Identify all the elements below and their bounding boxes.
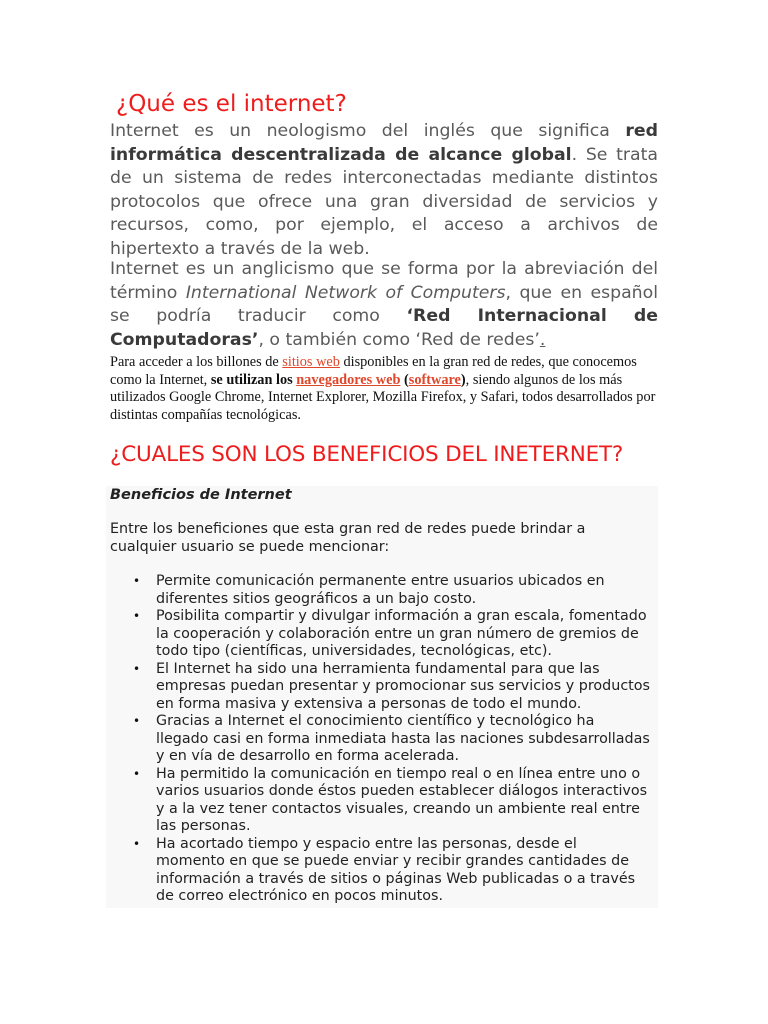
browsers-text-1: Para acceder a los billones de [110, 354, 283, 370]
list-item [106, 661, 658, 714]
browsers-bold-3: ) [460, 371, 466, 388]
anglicism-text-middle: , que en español se podría traducir como [110, 282, 658, 326]
definition-text-end: . Se trata de un sistema de redes interconectadas mediante distintos protocolos que ofrece una gran diversidad de servicios y recursos, como, por ejemplo, el acceso a archivos de hipertexto a través de la web. [110, 144, 658, 259]
browsers-bold-1: se utilizan los [210, 371, 297, 388]
list-item-text: Posibilita compartir y divulgar información a gran escala, fomentado la cooperación y colaboración entre un gran número de gremios de todo tipo (científicas, universidades, tecnológicas, etc). [156, 608, 647, 659]
list-item [106, 608, 658, 661]
definition-text-start: Internet es un neologismo del inglés que significa [110, 121, 626, 141]
list-item-text: Ha acortado tiempo y espacio entre las personas, desde el momento en que se puede enviar y recibir grandes cantidades de información a través de sitios o páginas Web publicadas o a través de correo electrónico en pocos minutos. [156, 835, 636, 904]
bullet-icon: • [133, 714, 141, 728]
bullet-icon: • [133, 609, 141, 623]
link-navegadores-web[interactable]: navegadores web [296, 371, 401, 388]
list-item [106, 836, 658, 906]
browsers-text-3: , siendo algunos de los más utilizados Google Chrome, Internet Explorer, Mozilla Firefox, y Safari, todos desarrollados por distintas compañías tecnológicas. [110, 371, 656, 423]
link-sitios-web[interactable]: sitios web [282, 354, 340, 370]
list-item [106, 766, 658, 836]
bullet-icon: • [133, 574, 141, 588]
list-item [106, 573, 658, 608]
section-title-what-is-internet: ¿Qué es el internet? [116, 91, 347, 117]
anglicism-italic-term: International Network of Computers [185, 282, 506, 303]
list-item-text: Permite comunicación permanente entre usuarios ubicados en diferentes sitios geográficos a un bajo costo. [156, 573, 605, 607]
paragraph-anglicism [110, 258, 658, 352]
anglicism-text-after: , o también como ‘Red de redes’ [258, 329, 540, 350]
bullet-icon: • [133, 766, 141, 781]
definition-bold: red informática descentralizada de alcance global [110, 121, 658, 165]
section-title-benefits: ¿CUALES SON LOS BENEFICIOS DEL INETERNET? [110, 442, 624, 467]
anglicism-text-start: Internet es un anglicismo que se forma por la abreviación del término [110, 259, 658, 303]
list-item-text: El Internet ha sido una herramienta fundamental para que las empresas puedan presentar y promocionar sus servicios y productos en forma masiva y extensiva a personas de todo el mundo. [156, 660, 650, 712]
bullet-icon: • [133, 661, 141, 676]
browsers-text-2: disponibles en la gran red de redes, que conocemos como la Internet, [110, 354, 637, 388]
benefits-intro: Entre los beneficiones que esta gran red de redes puede brindar a cualquier usuario se puede mencionar: [110, 521, 586, 555]
anglicism-end-period: . [539, 329, 546, 350]
paragraph-definition [110, 120, 658, 261]
benefits-list [106, 573, 658, 906]
paragraph-browsers [110, 354, 658, 424]
link-software[interactable]: software [408, 371, 461, 388]
list-item-text: Ha permitido la comunicación en tiempo real o en línea entre uno o varios usuarios donde éstos pueden establecer diálogos interactivos y a la vez tener contactos visuales, creando un ambiente real entre las personas. [156, 765, 648, 834]
browsers-bold-2: ( [400, 371, 409, 388]
benefits-box-title: Beneficios de Internet [110, 487, 292, 503]
list-item-text: Gracias a Internet el conocimiento científico y tecnológico ha llegado casi en forma inmediata hasta las naciones subdesarrolladas y en vía de desarrollo en forma acelerada. [156, 713, 650, 764]
benefits-box [106, 486, 658, 908]
list-item [106, 713, 658, 766]
anglicism-bold-translation: ‘Red Internacional de Computadoras’ [110, 306, 658, 350]
bullet-icon: • [133, 836, 141, 851]
